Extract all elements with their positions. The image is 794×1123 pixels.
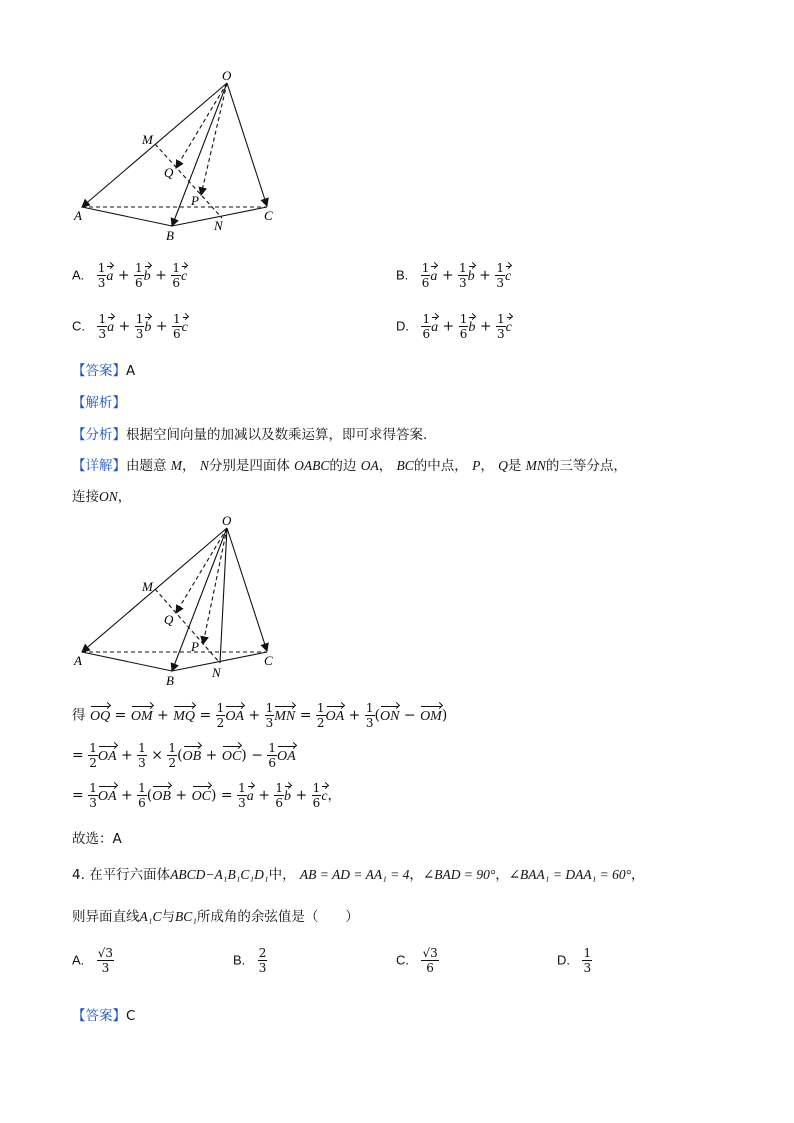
fraction: $\frac{1}{6}$ bbox=[173, 312, 181, 341]
vertex-label-o: O bbox=[222, 68, 232, 83]
xiangjie-line: 【详解】由题意 M， N分别是四面体 OABC的边 OA， BC的中点， P， Q是 MN的三等分点， bbox=[72, 458, 627, 474]
fraction: $\frac{1}{6}$ bbox=[135, 261, 143, 290]
question-4-line-2: 则异面直线A₁C与BC₁所成角的余弦值是（ ） bbox=[72, 909, 359, 925]
tetrahedron-figure-2 bbox=[60, 505, 300, 695]
vertex-label-p: P bbox=[191, 639, 199, 654]
vertex-label-m: M bbox=[142, 132, 153, 147]
derivation-line-2: = $\frac{1}{2}$ OA + $\frac{1}{3}$ × $\frac{1}{2}$ (OB + OC) − $\frac{1}{6}$ OA bbox=[72, 741, 296, 770]
option-label: D. bbox=[396, 318, 409, 334]
fenxi-line bbox=[72, 423, 427, 443]
option-a[interactable]: A. $\frac{1}{3}$ a + $\frac{1}{6}$ b + $\frac{1}{6}$ c bbox=[72, 261, 188, 290]
fraction: $\frac{1}{3}$ bbox=[497, 312, 505, 341]
fraction: $\frac{1}{6}$ bbox=[172, 261, 180, 290]
vertex-label-n: N bbox=[214, 218, 223, 233]
fraction: $\frac{1}{6}$ bbox=[421, 261, 430, 290]
connect-line: 连接ON， bbox=[72, 489, 132, 505]
vertex-label-c: C bbox=[264, 653, 273, 668]
option-b[interactable]: B. $\frac{1}{6}$ a + $\frac{1}{3}$ b + $\frac{1}{3}$ c bbox=[396, 261, 512, 290]
answer-3 bbox=[72, 359, 135, 379]
answer-value: C bbox=[126, 1008, 136, 1024]
fraction: $\frac{1}{3}$ bbox=[459, 261, 467, 290]
option-label: C. bbox=[72, 318, 85, 334]
q4-option-b[interactable]: B. $\frac{2}{3}$ bbox=[233, 946, 267, 975]
derivation-line-1: 得 OQ = OM + MQ = $\frac{1}{2}$ OA + $\frac{1}{3}$ MN = $\frac{1}{2}$ OA + $\frac{1}{3}$ (ON − OM) bbox=[72, 701, 448, 730]
q4-option-c[interactable]: C. $\frac{√3}{6}$ bbox=[396, 946, 438, 975]
answer-4 bbox=[72, 1004, 135, 1024]
vertex-label-q: Q bbox=[164, 612, 174, 627]
fraction: $\frac{1}{6}$ bbox=[422, 312, 431, 341]
question-4-line-1: 4. 在平行六面体ABCD−A₁B₁C₁D₁中， AB = AD = AA₁ = 4，∠BAD = 90°，∠BAA₁ = DAA₁ = 60°， bbox=[72, 867, 645, 883]
vertex-label-m: M bbox=[142, 579, 153, 594]
option-label: B. bbox=[396, 267, 409, 283]
vertex-label-a: A bbox=[74, 208, 82, 223]
vertex-label-n: N bbox=[212, 665, 221, 680]
q4-option-d[interactable]: D. $\frac{1}{3}$ bbox=[557, 946, 592, 975]
answer-value: A bbox=[126, 363, 136, 379]
tetrahedron-figure-1 bbox=[60, 60, 300, 250]
fenxi-text: 根据空间向量的加减以及数乘运算，即可求得答案. bbox=[126, 427, 428, 443]
vertex-label-c: C bbox=[264, 208, 273, 223]
fraction: $\frac{1}{6}$ bbox=[459, 312, 468, 341]
vertex-label-b: B bbox=[166, 673, 174, 688]
analysis-tag: 【解析】 bbox=[72, 395, 126, 411]
option-c[interactable]: C. $\frac{1}{3}$ a + $\frac{1}{3}$ b + $\frac{1}{6}$ c bbox=[72, 312, 188, 341]
vertex-label-p: P bbox=[191, 193, 199, 208]
fenxi-tag: 【分析】 bbox=[72, 427, 126, 443]
vertex-label-b: B bbox=[166, 228, 174, 243]
derivation-line-3: = $\frac{1}{3}$ OA + $\frac{1}{6}$ (OB + OC) = $\frac{1}{3}$ a + $\frac{1}{6}$ b + $\frac{1}{6}$ c， bbox=[72, 781, 342, 810]
vertex-label-o: O bbox=[222, 513, 232, 528]
answer-tag: 【答案】 bbox=[72, 363, 126, 379]
q4-option-a[interactable]: A. $\frac{√3}{3}$ bbox=[72, 946, 114, 975]
fraction: $\frac{1}{3}$ bbox=[97, 261, 106, 290]
vertex-label-a: A bbox=[74, 653, 82, 668]
answer-tag: 【答案】 bbox=[72, 1008, 126, 1024]
conclusion: 故选：A bbox=[72, 831, 122, 847]
fraction: $\frac{1}{3}$ bbox=[496, 261, 504, 290]
fraction: $\frac{1}{3}$ bbox=[135, 312, 144, 341]
vertex-label-q: Q bbox=[164, 165, 174, 180]
option-label: A. bbox=[72, 267, 85, 283]
fraction: $\frac{1}{3}$ bbox=[98, 312, 107, 341]
xiangjie-tag: 【详解】 bbox=[72, 458, 126, 474]
option-d[interactable]: D. $\frac{1}{6}$ a + $\frac{1}{6}$ b + $\frac{1}{3}$ c bbox=[396, 312, 512, 341]
